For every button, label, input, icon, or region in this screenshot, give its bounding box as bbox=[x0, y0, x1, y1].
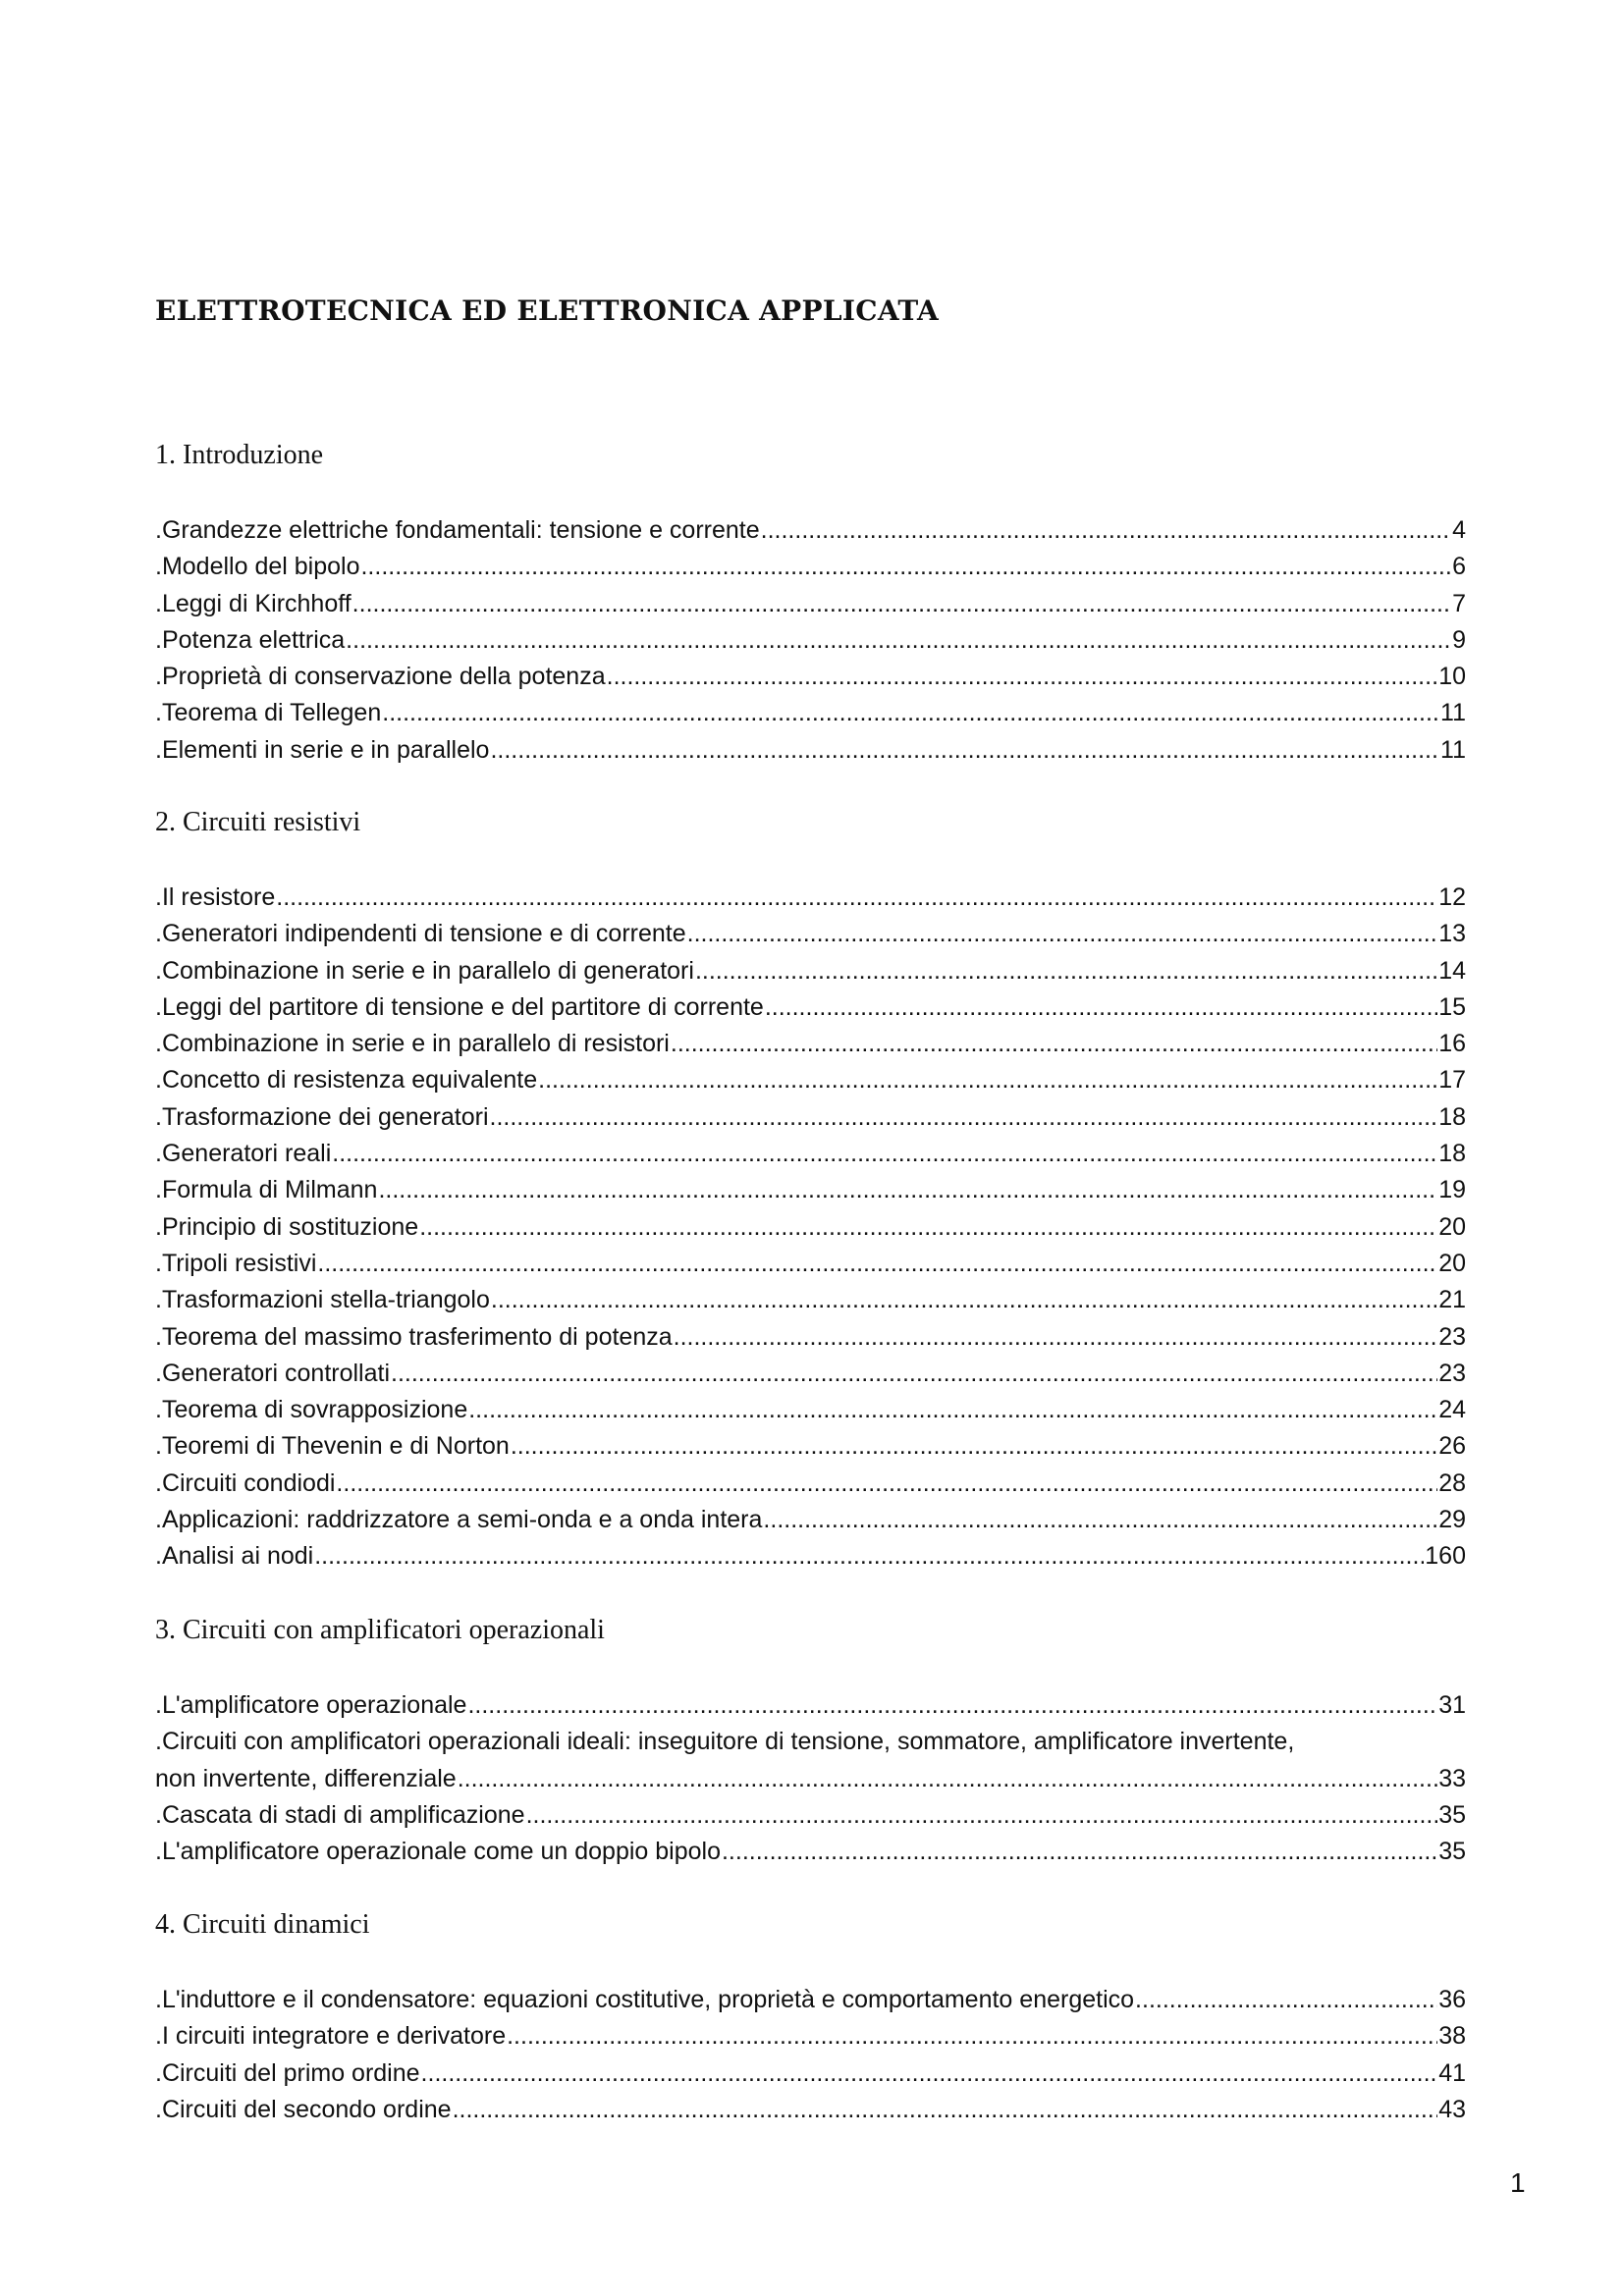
toc-entry bbox=[155, 1502, 1466, 1538]
toc-entry-page: 29 bbox=[1438, 1506, 1466, 1534]
toc-entry-text: .I circuiti integratore e derivatore bbox=[155, 2022, 507, 2051]
toc-entry-page: 38 bbox=[1438, 2022, 1466, 2051]
toc-entry bbox=[155, 732, 1466, 769]
toc-entry bbox=[155, 1466, 1466, 1502]
toc-entry-page: 23 bbox=[1438, 1359, 1466, 1387]
toc-entry-page: 24 bbox=[1438, 1396, 1466, 1424]
toc-entry-text: .Circuiti del primo ordine bbox=[155, 2058, 420, 2087]
toc-entry-text: .Circuiti del secondo ordine bbox=[155, 2095, 452, 2123]
section-heading: 4. Circuiti dinamici bbox=[155, 1909, 370, 1940]
toc-entry bbox=[155, 512, 1466, 549]
dot-leader bbox=[761, 512, 1451, 549]
dot-leader bbox=[491, 1282, 1437, 1318]
toc-entry-page: 6 bbox=[1452, 553, 1466, 581]
toc-list bbox=[155, 1687, 1466, 1870]
toc-entry-text: .Combinazione in serie e in parallelo di generatori bbox=[155, 956, 694, 985]
toc-entry bbox=[155, 1428, 1466, 1465]
toc-entry-page: 18 bbox=[1438, 1102, 1466, 1131]
toc-entry-page: 11 bbox=[1440, 699, 1466, 727]
dot-leader bbox=[468, 1392, 1437, 1428]
toc-entry bbox=[155, 1834, 1466, 1870]
dot-leader bbox=[378, 1172, 1437, 1208]
toc-entry-page: 12 bbox=[1438, 883, 1466, 911]
dot-leader bbox=[314, 1538, 1424, 1575]
toc-entry-page: 16 bbox=[1438, 1030, 1466, 1058]
toc-entry-text: .Generatori reali bbox=[155, 1140, 332, 1168]
toc-entry-text: .L'amplificatore operazionale come un doppio bipolo bbox=[155, 1838, 721, 1866]
document-title: ELETTROTECNICA ED ELETTRONICA APPLICATA bbox=[155, 294, 939, 327]
toc-entry-page: 10 bbox=[1438, 663, 1466, 691]
toc-entry-page: 43 bbox=[1438, 2095, 1466, 2123]
dot-leader bbox=[695, 953, 1437, 989]
toc-entry bbox=[155, 1099, 1466, 1136]
toc-entry-page: 33 bbox=[1438, 1764, 1466, 1792]
toc-entry-text: .Circuiti condiodi bbox=[155, 1468, 336, 1497]
dot-leader bbox=[391, 1356, 1437, 1392]
toc-entry bbox=[155, 880, 1466, 916]
dot-leader bbox=[538, 1062, 1437, 1098]
toc-entry-text: .Analisi ai nodi bbox=[155, 1542, 314, 1571]
toc-entry bbox=[155, 2092, 1466, 2128]
page-number: 1 bbox=[1510, 2167, 1526, 2198]
dot-leader bbox=[671, 1026, 1437, 1062]
dot-leader bbox=[722, 1834, 1437, 1870]
toc-entry-text: non invertente, differenziale bbox=[155, 1764, 457, 1792]
toc-entry bbox=[155, 1687, 1466, 1724]
dot-leader bbox=[763, 1502, 1437, 1538]
toc-entry-page: 35 bbox=[1438, 1800, 1466, 1829]
section-heading: 1. Introduzione bbox=[155, 440, 324, 470]
dot-leader bbox=[453, 2092, 1438, 2128]
toc-entry bbox=[155, 1136, 1466, 1172]
toc-entry-text: .Concetto di resistenza equivalente bbox=[155, 1066, 538, 1095]
toc-entry-text: .Combinazione in serie e in parallelo di resistori bbox=[155, 1030, 670, 1058]
dot-leader bbox=[317, 1246, 1437, 1282]
dot-leader bbox=[526, 1797, 1438, 1834]
toc-entry-text: .Teorema di sovrapposizione bbox=[155, 1396, 468, 1424]
dot-leader bbox=[467, 1687, 1437, 1724]
toc-entry-text: .Applicazioni: raddrizzatore a semi-onda e a onda intera bbox=[155, 1506, 763, 1534]
toc-entry-page: 35 bbox=[1438, 1838, 1466, 1866]
dot-leader bbox=[1135, 1982, 1437, 2018]
toc-entry bbox=[155, 1797, 1466, 1834]
toc-entry bbox=[155, 1761, 1466, 1797]
toc-entry bbox=[155, 989, 1466, 1026]
toc-entry-page: 20 bbox=[1438, 1212, 1466, 1241]
dot-leader bbox=[360, 549, 1451, 585]
toc-entry-text: .Teorema di Tellegen bbox=[155, 699, 382, 727]
dot-leader bbox=[490, 732, 1439, 769]
toc-entry-text: .L'induttore e il condensatore: equazioni costitutive, proprietà e comportamento energetico bbox=[155, 1986, 1135, 2013]
dot-leader bbox=[765, 989, 1437, 1026]
section-heading: 3. Circuiti con amplificatori operazionali bbox=[155, 1615, 605, 1645]
toc-entry bbox=[155, 1392, 1466, 1428]
toc-list bbox=[155, 512, 1466, 769]
toc-entry bbox=[155, 586, 1466, 622]
dot-leader bbox=[490, 1099, 1438, 1136]
toc-entry bbox=[155, 1026, 1466, 1062]
toc-entry-text: .Proprietà di conservazione della potenza bbox=[155, 663, 606, 691]
toc-entry-text: .Teorema del massimo trasferimento di potenza bbox=[155, 1322, 673, 1351]
toc-entry-page: 15 bbox=[1438, 992, 1466, 1021]
toc-entry-page: 26 bbox=[1438, 1432, 1466, 1461]
dot-leader bbox=[458, 1761, 1437, 1797]
toc-entry-text: .Trasformazioni stella-triangolo bbox=[155, 1286, 490, 1314]
toc-list bbox=[155, 1982, 1466, 2128]
dot-leader bbox=[511, 1428, 1437, 1465]
toc-entry-text: .Formula di Milmann bbox=[155, 1176, 378, 1204]
toc-entry bbox=[155, 1982, 1466, 2018]
toc-entry-text: .Potenza elettrica bbox=[155, 625, 346, 654]
dot-leader bbox=[674, 1319, 1438, 1356]
toc-entry-text: .Elementi in serie e in parallelo bbox=[155, 735, 490, 764]
toc-entry-page: 7 bbox=[1452, 589, 1466, 617]
toc-entry-text: .Grandezze elettriche fondamentali: tensione e corrente bbox=[155, 516, 760, 544]
toc-entry bbox=[155, 2018, 1466, 2055]
toc-entry-text: .Generatori controllati bbox=[155, 1359, 391, 1387]
dot-leader bbox=[607, 659, 1438, 695]
dot-leader bbox=[352, 586, 1451, 622]
toc-entry-text: .Cascata di stadi di amplificazione bbox=[155, 1800, 525, 1829]
toc-entry bbox=[155, 1319, 1466, 1356]
toc-entry bbox=[155, 916, 1466, 952]
toc-entry-text: .Il resistore bbox=[155, 883, 276, 911]
toc-entry-page: 18 bbox=[1438, 1140, 1466, 1168]
dot-leader bbox=[332, 1136, 1437, 1172]
toc-list bbox=[155, 880, 1466, 1575]
toc-entry bbox=[155, 622, 1466, 659]
toc-entry-page: 160 bbox=[1425, 1542, 1466, 1571]
toc-entry-text: .L'amplificatore operazionale bbox=[155, 1691, 467, 1719]
toc-entry-text: .Leggi di Kirchhoff bbox=[155, 589, 352, 617]
toc-entry bbox=[155, 1209, 1466, 1246]
toc-entry bbox=[155, 1172, 1466, 1208]
toc-entry-text: .Trasformazione dei generatori bbox=[155, 1102, 489, 1131]
toc-entry bbox=[155, 2056, 1466, 2092]
toc-entry-text: .Leggi del partitore di tensione e del partitore di corrente bbox=[155, 992, 764, 1021]
toc-entry-text: .Principio di sostituzione bbox=[155, 1212, 419, 1241]
toc-entry-text: .Teoremi di Thevenin e di Norton bbox=[155, 1432, 510, 1461]
dot-leader bbox=[507, 2018, 1437, 2055]
dot-leader bbox=[276, 880, 1437, 916]
toc-entry-page: 20 bbox=[1438, 1249, 1466, 1277]
dot-leader bbox=[346, 622, 1451, 659]
toc-entry bbox=[155, 1246, 1466, 1282]
toc-entry-page: 19 bbox=[1438, 1176, 1466, 1204]
toc-entry-text: .Generatori indipendenti di tensione e di corrente bbox=[155, 920, 686, 948]
dot-leader bbox=[419, 1209, 1437, 1246]
dot-leader bbox=[687, 916, 1438, 952]
toc-entry bbox=[155, 695, 1466, 731]
toc-entry-page: 4 bbox=[1452, 516, 1466, 544]
toc-entry-page: 17 bbox=[1438, 1066, 1466, 1095]
toc-entry-page: 13 bbox=[1438, 920, 1466, 948]
toc-entry bbox=[155, 1062, 1466, 1098]
toc-entry bbox=[155, 1282, 1466, 1318]
toc-entry-page: 36 bbox=[1438, 1986, 1466, 2013]
toc-entry-page: 41 bbox=[1438, 2058, 1466, 2087]
toc-entry bbox=[155, 953, 1466, 989]
toc-entry bbox=[155, 1538, 1466, 1575]
dot-leader bbox=[336, 1466, 1437, 1502]
toc-entry-page: 23 bbox=[1438, 1322, 1466, 1351]
toc-entry bbox=[155, 549, 1466, 585]
toc-entry-page: 9 bbox=[1452, 625, 1466, 654]
toc-entry-text: .Tripoli resistivi bbox=[155, 1249, 317, 1277]
toc-entry-page: 28 bbox=[1438, 1468, 1466, 1497]
dot-leader bbox=[382, 695, 1439, 731]
toc-entry-first-line: .Circuiti con amplificatori operazionali ideali: inseguitore di tensione, sommatore, amplificatore invertente, bbox=[155, 1728, 1295, 1756]
toc-entry bbox=[155, 1356, 1466, 1392]
toc-entry-page: 14 bbox=[1438, 956, 1466, 985]
toc-entry-text: .Modello del bipolo bbox=[155, 553, 360, 581]
toc-entry-page: 21 bbox=[1438, 1286, 1466, 1314]
dot-leader bbox=[421, 2056, 1438, 2092]
section-heading: 2. Circuiti resistivi bbox=[155, 807, 361, 837]
toc-entry-page: 31 bbox=[1438, 1691, 1466, 1719]
toc-entry-page: 11 bbox=[1440, 735, 1466, 764]
toc-entry bbox=[155, 659, 1466, 695]
